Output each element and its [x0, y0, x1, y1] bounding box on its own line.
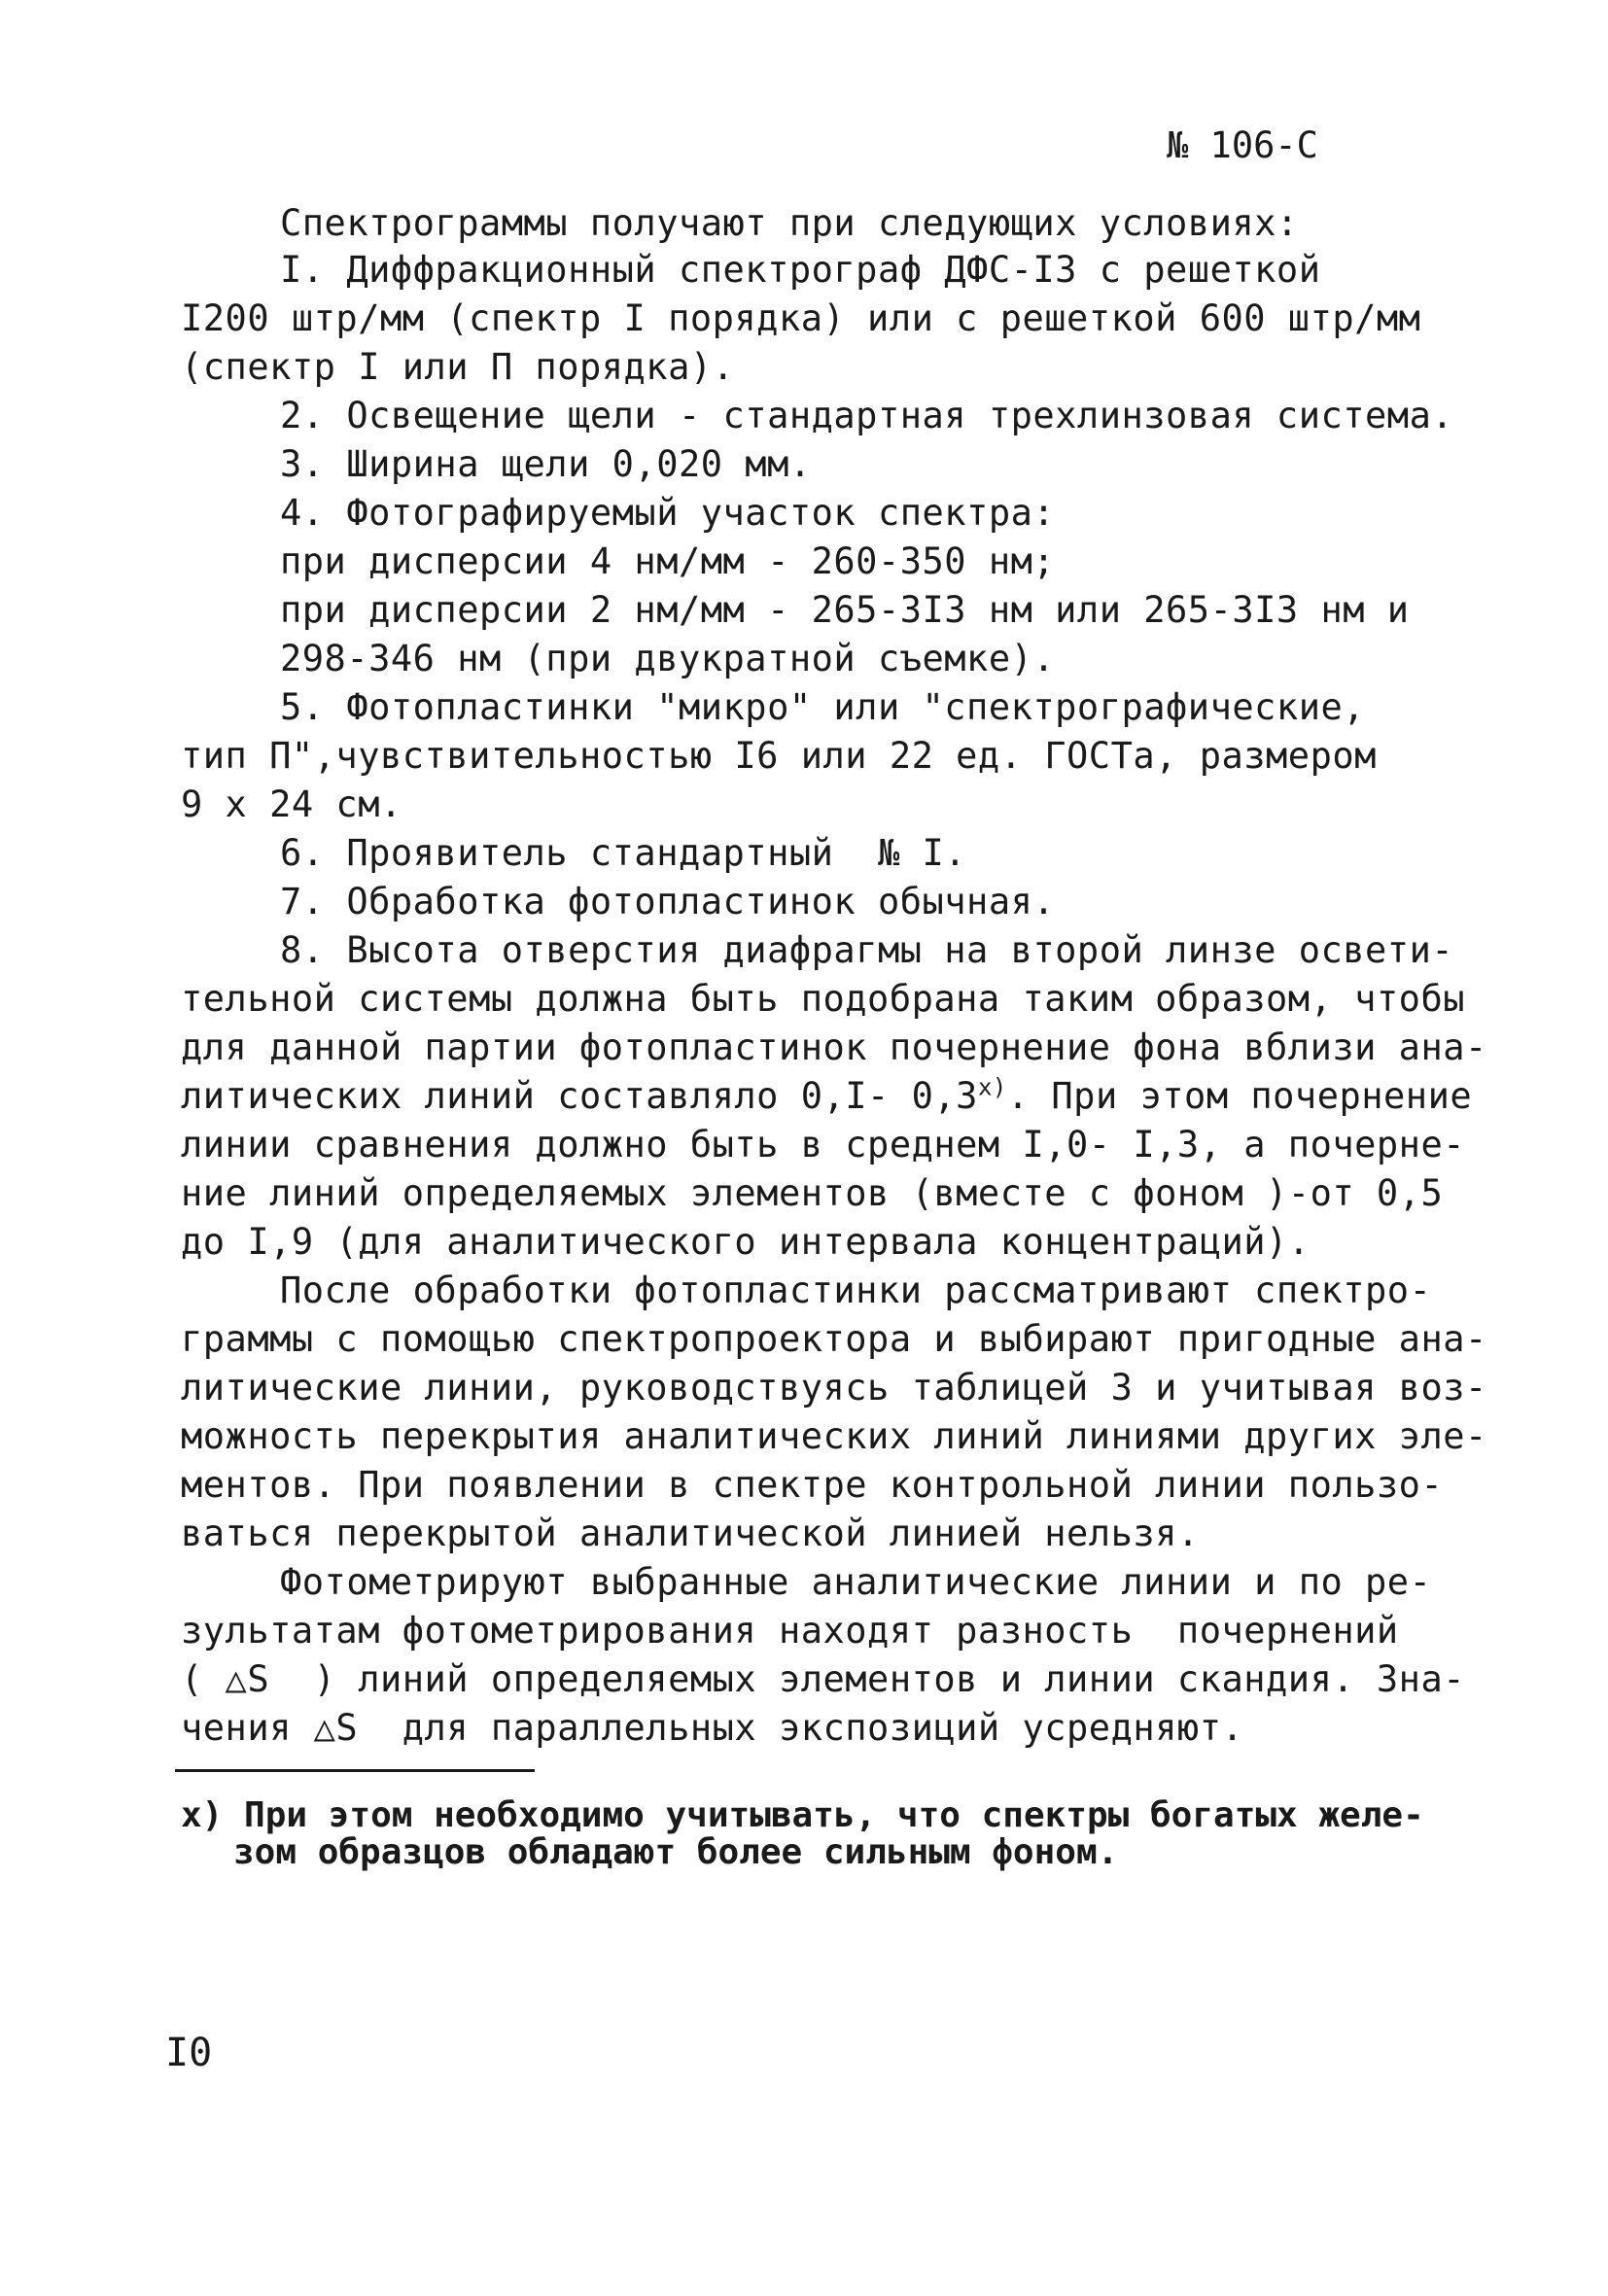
body-line: Фотометрируют выбранные аналитические линии и по ре-: [280, 1561, 1432, 1603]
body-line: I. Диффракционный спектрограф ДФС-I3 с решеткой: [280, 249, 1321, 291]
body-line: 8. Высота отверстия диафрагмы на второй линзе освети-: [280, 929, 1454, 971]
page-number: I0: [165, 2031, 213, 2075]
body-line: I200 штр/мм (спектр I порядка) или с решеткой 600 штр/мм: [181, 297, 1421, 339]
body-line: можность перекрытия аналитических линий линиями других эле-: [181, 1415, 1487, 1457]
body-line: ние линий определяемых элементов (вместе с фоном )-от 0,5: [181, 1172, 1444, 1214]
body-line: После обработки фотопластинки рассматривают спектро-: [280, 1270, 1432, 1311]
body-line-part: . При этом почернение: [1006, 1075, 1473, 1117]
body-line: 298-346 нм (при двукратной съемке).: [280, 638, 1056, 679]
body-line: 5. Фотопластинки "микро" или "спектрографические,: [280, 686, 1366, 728]
body-line: (спектр I или П порядка).: [181, 346, 735, 388]
body-line: тип П",чувствительностью I6 или 22 ед. ГОСТа, размером: [181, 735, 1377, 777]
body-line: тельной системы должна быть подобрана таким образом, чтобы: [181, 978, 1466, 1020]
footnote-marker: х): [977, 1073, 1007, 1101]
body-line: при дисперсии 4 нм/мм - 260-350 нм;: [280, 540, 1056, 582]
body-line: литические линии, руководствуясь таблицей 3 и учитывая воз-: [181, 1367, 1487, 1409]
body-line: 9 х 24 см.: [181, 783, 402, 825]
body-line: 6. Проявитель стандартный № I.: [280, 832, 967, 874]
body-line-with-superscript: [181, 1075, 1472, 1118]
document-number: № 106-С: [1167, 124, 1318, 166]
footnote-line: х) При этом необходимо учитывать, что спектры богатых желе-: [181, 1795, 1424, 1835]
body-line: 3. Ширина щели 0,020 мм.: [280, 443, 812, 485]
body-line: граммы с помощью спектропроектора и выбирают пригодные ана-: [181, 1318, 1487, 1360]
body-line: ваться перекрытой аналитической линией нельзя.: [181, 1513, 1200, 1554]
body-line: до I,9 (для аналитического интервала концентраций).: [181, 1221, 1311, 1263]
body-line: 7. Обработка фотопластинок обычная.: [280, 881, 1056, 922]
footnote-divider: [175, 1769, 535, 1772]
body-line-part: литических линий составляло 0,I- 0,3: [181, 1075, 978, 1117]
body-line: ментов. При появлении в спектре контрольной линии пользо-: [181, 1464, 1444, 1506]
body-line: 2. Освещение щели - стандартная трехлинзовая система.: [280, 395, 1454, 436]
body-line: 4. Фотографируемый участок спектра:: [280, 492, 1056, 534]
body-line: линии сравнения должно быть в среднем I,0- I,3, а почерне-: [181, 1124, 1466, 1165]
body-line: ( △S ) линий определяемых элементов и линии скандия. Зна-: [181, 1658, 1466, 1700]
body-line: Спектрограммы получают при следующих условиях:: [280, 202, 1299, 244]
footnote-line: зом образцов обладают более сильным фоном.: [233, 1832, 1119, 1872]
body-line: для данной партии фотопластинок почернение фона вблизи ана-: [181, 1026, 1487, 1068]
body-line: чения △S для параллельных экспозиций усредняют.: [181, 1707, 1244, 1749]
body-line: зультатам фотометрирования находят разность почернений: [181, 1610, 1399, 1652]
body-line: при дисперсии 2 нм/мм - 265-3I3 нм или 265-3I3 нм и: [280, 589, 1410, 631]
